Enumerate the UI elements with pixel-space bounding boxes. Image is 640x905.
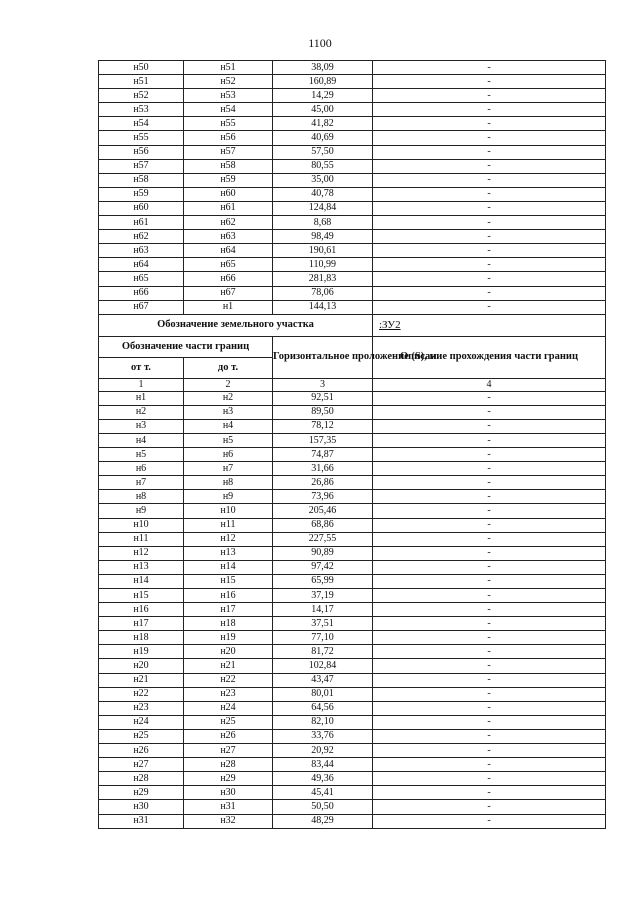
point-to: н8: [184, 476, 273, 490]
point-from: н7: [99, 476, 184, 490]
column-number: 2: [184, 378, 273, 391]
point-to: н60: [184, 187, 273, 201]
horizontal-distance: 227,55: [273, 532, 373, 546]
table-row: [99, 645, 606, 659]
horizontal-distance: 45,00: [273, 103, 373, 117]
horizontal-distance: 97,42: [273, 560, 373, 574]
point-to: н13: [184, 546, 273, 560]
section-label: Обозначение земельного участка: [99, 314, 373, 336]
table-row: [99, 659, 606, 673]
table-row: [99, 574, 606, 588]
point-to: н9: [184, 490, 273, 504]
point-to: н67: [184, 286, 273, 300]
point-to: н17: [184, 603, 273, 617]
point-from: н59: [99, 187, 184, 201]
point-from: н57: [99, 159, 184, 173]
table-row: [99, 448, 606, 462]
horizontal-distance: 80,55: [273, 159, 373, 173]
description: -: [373, 800, 606, 814]
table-row: [99, 800, 606, 814]
point-to: н10: [184, 504, 273, 518]
table-row: [99, 89, 606, 103]
table-row: [99, 715, 606, 729]
table-row: [99, 518, 606, 532]
point-from: н8: [99, 490, 184, 504]
horizontal-distance: 73,96: [273, 490, 373, 504]
column-number: 3: [273, 378, 373, 391]
horizontal-distance: 38,09: [273, 61, 373, 75]
point-to: н3: [184, 405, 273, 419]
point-to: н51: [184, 61, 273, 75]
table-row: [99, 603, 606, 617]
table-row: [99, 758, 606, 772]
horizontal-distance: 102,84: [273, 659, 373, 673]
table-row: [99, 701, 606, 715]
point-from: н51: [99, 75, 184, 89]
horizontal-distance: 26,86: [273, 476, 373, 490]
horizontal-distance: 90,89: [273, 546, 373, 560]
point-from: н56: [99, 145, 184, 159]
table-row: [99, 631, 606, 645]
table-row: [99, 75, 606, 89]
horizontal-distance: 65,99: [273, 574, 373, 588]
point-from: н60: [99, 201, 184, 215]
table-row: [99, 61, 606, 75]
point-from: н11: [99, 532, 184, 546]
description: -: [373, 448, 606, 462]
table-row: [99, 173, 606, 187]
point-from: н9: [99, 504, 184, 518]
header-to: до т.: [184, 357, 273, 378]
point-to: н4: [184, 419, 273, 433]
table-row: [99, 532, 606, 546]
point-from: н5: [99, 448, 184, 462]
header-from: от т.: [99, 357, 184, 378]
point-from: н10: [99, 518, 184, 532]
horizontal-distance: 160,89: [273, 75, 373, 89]
point-from: н1: [99, 391, 184, 405]
table-row: [99, 286, 606, 300]
point-to: н63: [184, 230, 273, 244]
description: -: [373, 300, 606, 314]
horizontal-distance: 37,19: [273, 589, 373, 603]
point-to: н53: [184, 89, 273, 103]
point-to: н20: [184, 645, 273, 659]
description: -: [373, 673, 606, 687]
horizontal-distance: 281,83: [273, 272, 373, 286]
point-from: н6: [99, 462, 184, 476]
horizontal-distance: 31,66: [273, 462, 373, 476]
point-to: н54: [184, 103, 273, 117]
table-row: [99, 814, 606, 828]
point-to: н23: [184, 687, 273, 701]
description: -: [373, 814, 606, 828]
point-to: н12: [184, 532, 273, 546]
horizontal-distance: 190,61: [273, 244, 373, 258]
table-row: [99, 131, 606, 145]
point-from: н13: [99, 560, 184, 574]
point-to: н24: [184, 701, 273, 715]
horizontal-distance: 40,78: [273, 187, 373, 201]
point-from: н64: [99, 258, 184, 272]
description: -: [373, 617, 606, 631]
table-row: [99, 117, 606, 131]
horizontal-distance: 35,00: [273, 173, 373, 187]
table-row: [99, 103, 606, 117]
table-row: [99, 230, 606, 244]
point-from: н26: [99, 744, 184, 758]
description: -: [373, 518, 606, 532]
horizontal-distance: 124,84: [273, 201, 373, 215]
point-to: н25: [184, 715, 273, 729]
point-from: н17: [99, 617, 184, 631]
column-number: 1: [99, 378, 184, 391]
section-value: :ЗУ2: [373, 314, 606, 336]
point-to: н11: [184, 518, 273, 532]
point-to: н32: [184, 814, 273, 828]
description: -: [373, 258, 606, 272]
boundary-table-header: [99, 314, 606, 391]
description: -: [373, 758, 606, 772]
point-from: н50: [99, 61, 184, 75]
table-row: [99, 300, 606, 314]
horizontal-distance: 43,47: [273, 673, 373, 687]
horizontal-distance: 57,50: [273, 145, 373, 159]
point-from: н15: [99, 589, 184, 603]
point-to: н59: [184, 173, 273, 187]
header-description: Описание прохождения части границ: [373, 336, 606, 378]
point-to: н56: [184, 131, 273, 145]
horizontal-distance: 89,50: [273, 405, 373, 419]
point-from: н28: [99, 772, 184, 786]
horizontal-distance: 14,29: [273, 89, 373, 103]
boundary-table-bottom: [99, 391, 606, 828]
table-row: [99, 216, 606, 230]
point-to: н7: [184, 462, 273, 476]
point-to: н62: [184, 216, 273, 230]
table-row: [99, 589, 606, 603]
horizontal-distance: 98,49: [273, 230, 373, 244]
table-row: [99, 187, 606, 201]
horizontal-distance: 68,86: [273, 518, 373, 532]
description: -: [373, 117, 606, 131]
description: -: [373, 187, 606, 201]
table-row: [99, 419, 606, 433]
horizontal-distance: 14,17: [273, 603, 373, 617]
description: -: [373, 659, 606, 673]
point-from: н3: [99, 419, 184, 433]
point-from: н19: [99, 645, 184, 659]
table-row: [99, 405, 606, 419]
point-to: н61: [184, 201, 273, 215]
description: -: [373, 744, 606, 758]
point-from: н18: [99, 631, 184, 645]
description: -: [373, 145, 606, 159]
point-from: н4: [99, 433, 184, 447]
description: -: [373, 532, 606, 546]
description: -: [373, 244, 606, 258]
point-to: н18: [184, 617, 273, 631]
description: -: [373, 419, 606, 433]
table-row: [99, 687, 606, 701]
description: -: [373, 230, 606, 244]
table-row: [99, 391, 606, 405]
horizontal-distance: 8,68: [273, 216, 373, 230]
horizontal-distance: 81,72: [273, 645, 373, 659]
column-numbers-row: [99, 378, 606, 391]
description: -: [373, 216, 606, 230]
horizontal-distance: 80,01: [273, 687, 373, 701]
point-from: н30: [99, 800, 184, 814]
table-row: [99, 201, 606, 215]
description: -: [373, 201, 606, 215]
table-row: [99, 490, 606, 504]
point-to: н16: [184, 589, 273, 603]
point-to: н31: [184, 800, 273, 814]
point-from: н20: [99, 659, 184, 673]
description: -: [373, 103, 606, 117]
table-row: [99, 462, 606, 476]
description: -: [373, 603, 606, 617]
point-from: н63: [99, 244, 184, 258]
point-from: н65: [99, 272, 184, 286]
point-from: н22: [99, 687, 184, 701]
column-number: 4: [373, 378, 606, 391]
point-to: н5: [184, 433, 273, 447]
description: -: [373, 391, 606, 405]
description: -: [373, 286, 606, 300]
horizontal-distance: 45,41: [273, 786, 373, 800]
point-to: н28: [184, 758, 273, 772]
description: -: [373, 574, 606, 588]
point-from: н29: [99, 786, 184, 800]
description: -: [373, 504, 606, 518]
description: -: [373, 405, 606, 419]
point-to: н52: [184, 75, 273, 89]
horizontal-distance: 40,69: [273, 131, 373, 145]
boundary-table-top: [99, 61, 606, 315]
description: -: [373, 786, 606, 800]
table-row: [99, 729, 606, 743]
point-from: н27: [99, 758, 184, 772]
point-to: н14: [184, 560, 273, 574]
table-row: [99, 744, 606, 758]
point-from: н55: [99, 131, 184, 145]
horizontal-distance: 77,10: [273, 631, 373, 645]
horizontal-distance: 41,82: [273, 117, 373, 131]
point-to: н66: [184, 272, 273, 286]
point-from: н23: [99, 701, 184, 715]
table-row: [99, 145, 606, 159]
horizontal-distance: 82,10: [273, 715, 373, 729]
point-to: н30: [184, 786, 273, 800]
horizontal-distance: 20,92: [273, 744, 373, 758]
point-from: н12: [99, 546, 184, 560]
table-row: [99, 772, 606, 786]
table-row: [99, 258, 606, 272]
horizontal-distance: 83,44: [273, 758, 373, 772]
horizontal-distance: 78,06: [273, 286, 373, 300]
description: -: [373, 89, 606, 103]
point-to: н58: [184, 159, 273, 173]
horizontal-distance: 33,76: [273, 729, 373, 743]
point-from: н21: [99, 673, 184, 687]
point-from: н66: [99, 286, 184, 300]
description: -: [373, 476, 606, 490]
description: -: [373, 75, 606, 89]
table-row: [99, 617, 606, 631]
point-to: н19: [184, 631, 273, 645]
description: -: [373, 687, 606, 701]
description: -: [373, 645, 606, 659]
header-part-designation: Обозначение части границ: [99, 336, 273, 357]
table-row: [99, 433, 606, 447]
page-number: 1100: [308, 36, 332, 50]
point-to: н29: [184, 772, 273, 786]
point-from: н2: [99, 405, 184, 419]
horizontal-distance: 110,99: [273, 258, 373, 272]
horizontal-distance: 74,87: [273, 448, 373, 462]
description: -: [373, 433, 606, 447]
description: -: [373, 701, 606, 715]
point-from: н54: [99, 117, 184, 131]
point-to: н27: [184, 744, 273, 758]
table-row: [99, 673, 606, 687]
point-from: н24: [99, 715, 184, 729]
point-to: н64: [184, 244, 273, 258]
header-horizontal: Горизонтальное проложение (S), м: [273, 336, 373, 378]
horizontal-distance: 37,51: [273, 617, 373, 631]
point-to: н21: [184, 659, 273, 673]
point-to: н65: [184, 258, 273, 272]
point-to: н57: [184, 145, 273, 159]
header-row: [99, 336, 606, 357]
point-from: н58: [99, 173, 184, 187]
description: -: [373, 772, 606, 786]
table-row: [99, 786, 606, 800]
point-to: н15: [184, 574, 273, 588]
description: -: [373, 173, 606, 187]
horizontal-distance: 78,12: [273, 419, 373, 433]
point-from: н67: [99, 300, 184, 314]
point-from: н25: [99, 729, 184, 743]
description: -: [373, 729, 606, 743]
boundary-table: [98, 60, 606, 829]
description: -: [373, 560, 606, 574]
description: -: [373, 546, 606, 560]
point-from: н16: [99, 603, 184, 617]
table-row: [99, 476, 606, 490]
point-to: н1: [184, 300, 273, 314]
point-from: н62: [99, 230, 184, 244]
description: -: [373, 61, 606, 75]
section-row: [99, 314, 606, 336]
horizontal-distance: 49,36: [273, 772, 373, 786]
point-to: н6: [184, 448, 273, 462]
table-row: [99, 272, 606, 286]
table-row: [99, 159, 606, 173]
description: -: [373, 490, 606, 504]
horizontal-distance: 205,46: [273, 504, 373, 518]
point-to: н2: [184, 391, 273, 405]
description: -: [373, 715, 606, 729]
point-from: н14: [99, 574, 184, 588]
horizontal-distance: 64,56: [273, 701, 373, 715]
table-row: [99, 560, 606, 574]
table-row: [99, 546, 606, 560]
table-row: [99, 244, 606, 258]
point-from: н61: [99, 216, 184, 230]
description: -: [373, 159, 606, 173]
point-from: н31: [99, 814, 184, 828]
horizontal-distance: 92,51: [273, 391, 373, 405]
point-to: н55: [184, 117, 273, 131]
horizontal-distance: 144,13: [273, 300, 373, 314]
description: -: [373, 131, 606, 145]
description: -: [373, 589, 606, 603]
horizontal-distance: 157,35: [273, 433, 373, 447]
point-to: н26: [184, 729, 273, 743]
point-from: н53: [99, 103, 184, 117]
point-from: н52: [99, 89, 184, 103]
description: -: [373, 462, 606, 476]
point-to: н22: [184, 673, 273, 687]
table-row: [99, 504, 606, 518]
horizontal-distance: 50,50: [273, 800, 373, 814]
description: -: [373, 631, 606, 645]
description: -: [373, 272, 606, 286]
horizontal-distance: 48,29: [273, 814, 373, 828]
